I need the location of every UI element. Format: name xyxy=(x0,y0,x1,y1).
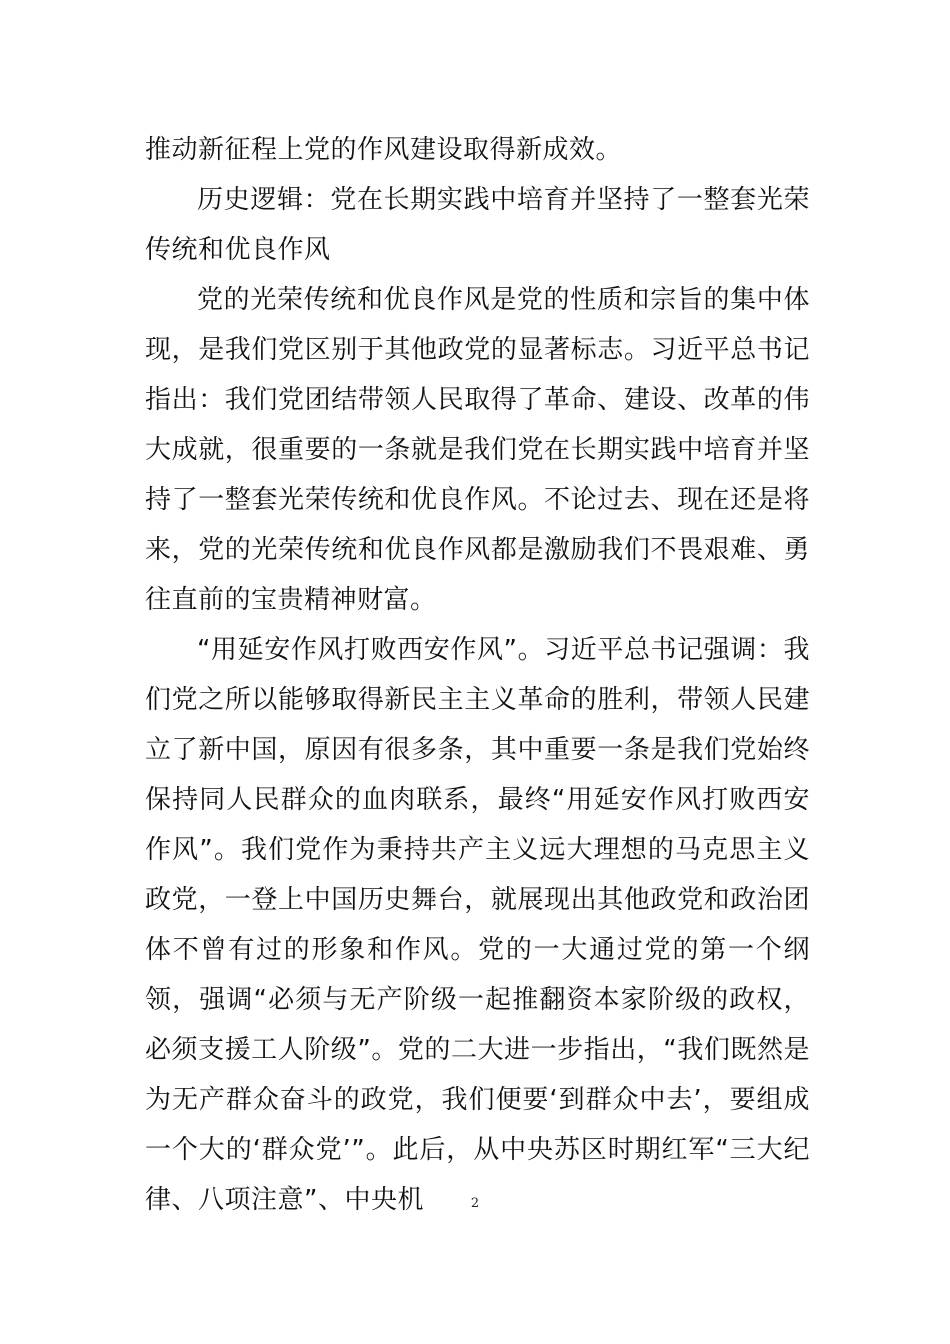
body-text xyxy=(145,125,810,1225)
page-number: 2 xyxy=(470,1196,480,1211)
section-heading: 历史逻辑：党在长期实践中培育并坚持了一整套光荣传统和优良作风 xyxy=(145,185,810,265)
paragraph-4: “用延安作风打败西安作风”。习近平总书记强调：我们党之所以能够取得新民主主义革命的胜利，带领人民建立了新中国，原因有很多条，其中重要一条是我们党始终保持同人民群众的血肉联系，最终“用延安作风打败西安作风”。我们党作为秉持共产主义远大理想的马克思主义政党，一登上中国历史舞台，就展现出其他政党和政治团体不曾有过的形象和作风。党的一大通过党的第一个纲领，强调“必须与无产阶级一起推翻资本家阶级的政权，必须支援工人阶级”。党的二大进一步指出，“我们既然是为无产群众奋斗的政党，我们便要‘到群众中去’，要组成一个大的‘群众党’”。此后，从中央苏区时期红军“三大纪律、八项注意”、中央机 xyxy=(145,635,810,1215)
paragraph-1: 推动新征程上党的作风建设取得新成效。 xyxy=(145,135,623,165)
paragraph-3: 党的光荣传统和优良作风是党的性质和宗旨的集中体现，是我们党区别于其他政党的显著标志。习近平总书记指出：我们党团结带领人民取得了革命、建设、改革的伟大成就，很重要的一条就是我们党在长期实践中培育并坚持了一整套光荣传统和优良作风。不论过去、现在还是将来，党的光荣传统和优良作风都是激励我们不畏艰难、勇往直前的宝贵精神财富。 xyxy=(145,285,810,615)
